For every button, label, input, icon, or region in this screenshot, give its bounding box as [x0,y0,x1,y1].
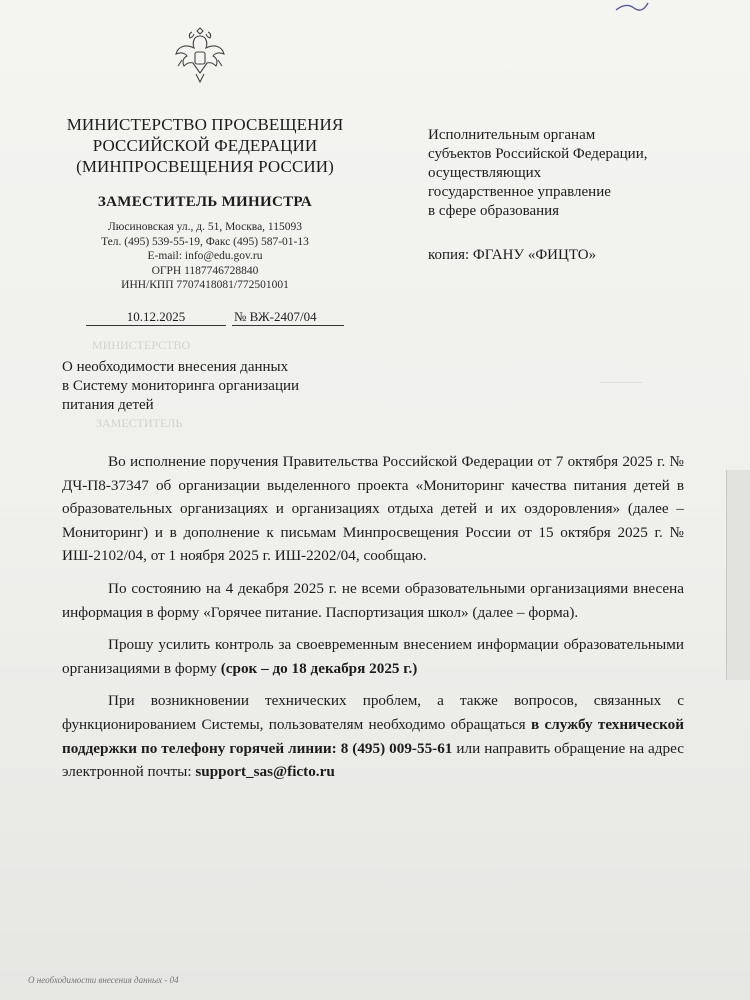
letter-subject: О необходимости внесения данных в Систему мониторинга организации питания детей [62,359,300,413]
side-attached-sheet [726,470,750,680]
body-paragraph-3-text: Прошу усилить контроль за своевременным внесением информации образовательными организациями в форму [62,636,684,677]
ministry-header [60,114,350,293]
support-email: support_sas@ficto.ru [195,763,335,781]
ministry-name: МИНИСТЕРСТВО ПРОСВЕЩЕНИЯ РОССИЙСКОЙ ФЕДЕРАЦИИ (МИНПРОСВЕЩЕНИЯ РОССИИ) [66,115,344,176]
bleed-through-text: _______ [600,370,642,384]
body-paragraph-4-text-2: или направить обращение на адрес электронной почты: [62,739,684,781]
pen-mark-icon [612,0,652,14]
body-paragraph-4 [62,689,684,783]
ministry-ogrn: ОГРН 1187746728840 [151,264,259,277]
ministry-contacts [60,220,350,293]
ministry-phone: Тел. (495) 539-55-19, Факс (495) 587-01-13 [101,235,309,248]
deputy-title: ЗАМЕСТИТЕЛЬ МИНИСТРА [97,194,313,210]
deadline-text: (срок – до 18 декабря 2025 г.) [220,659,418,677]
body-paragraph-1: Во исполнение поручения Правительства Российской Федерации от 7 октября 2025 г. № ДЧ-П8-37347 об организации выделенного проекта «Мониторинг качества питания детей в образовательных организациях и организациях отдыха детей и их оздоровления» (далее – Мониторинг) и в дополнение к письмам Минпросвещения России от 15 октября 2025 г. № ИШ-2102/04, от 1 ноября 2025 г. ИШ-2202/04, сообщаю. [62,453,684,565]
registration-line [86,309,342,327]
copy-recipient: копия: ФГАНУ «ФИЦТО» [428,247,597,263]
bleed-through-text: ЗАМЕСТИТЕЛЬ [96,416,183,430]
letter-date: 10.12.2025 [86,309,226,326]
ministry-address: Люсиновская ул., д. 51, Москва, 115093 [107,221,303,233]
ministry-inn: ИНН/КПП 7707418081/772501001 [121,279,289,291]
body-paragraph-3 [62,633,684,680]
letter-number: № ВЖ-2407/04 [232,309,344,326]
addressee: Исполнительным органам субъектов Российской Федерации, осуществляющих государственное управление в сфере образования [428,127,648,219]
ministry-email: E-mail: info@edu.gov.ru [147,250,263,262]
bleed-through-text: МИНИСТЕРСТВО [92,338,191,352]
page-footer: О необходимости внесения данных - 04 [28,975,179,985]
hotline-text: в службу технической поддержки по телефону горячей линии: 8 (495) 009-55-61 [62,715,684,757]
body-paragraph-4-text: При возникновении технических проблем, а также вопросов, связанных с функционированием Системы, пользователям необходимо обращаться [62,692,684,733]
coat-of-arms-icon [172,22,228,86]
letter-body [62,450,684,793]
body-paragraph-2: По состоянию на 4 декабря 2025 г. не всеми образовательными организациями внесена информация в форму «Горячее питание. Паспортизация школ» (далее – форма). [62,579,684,621]
